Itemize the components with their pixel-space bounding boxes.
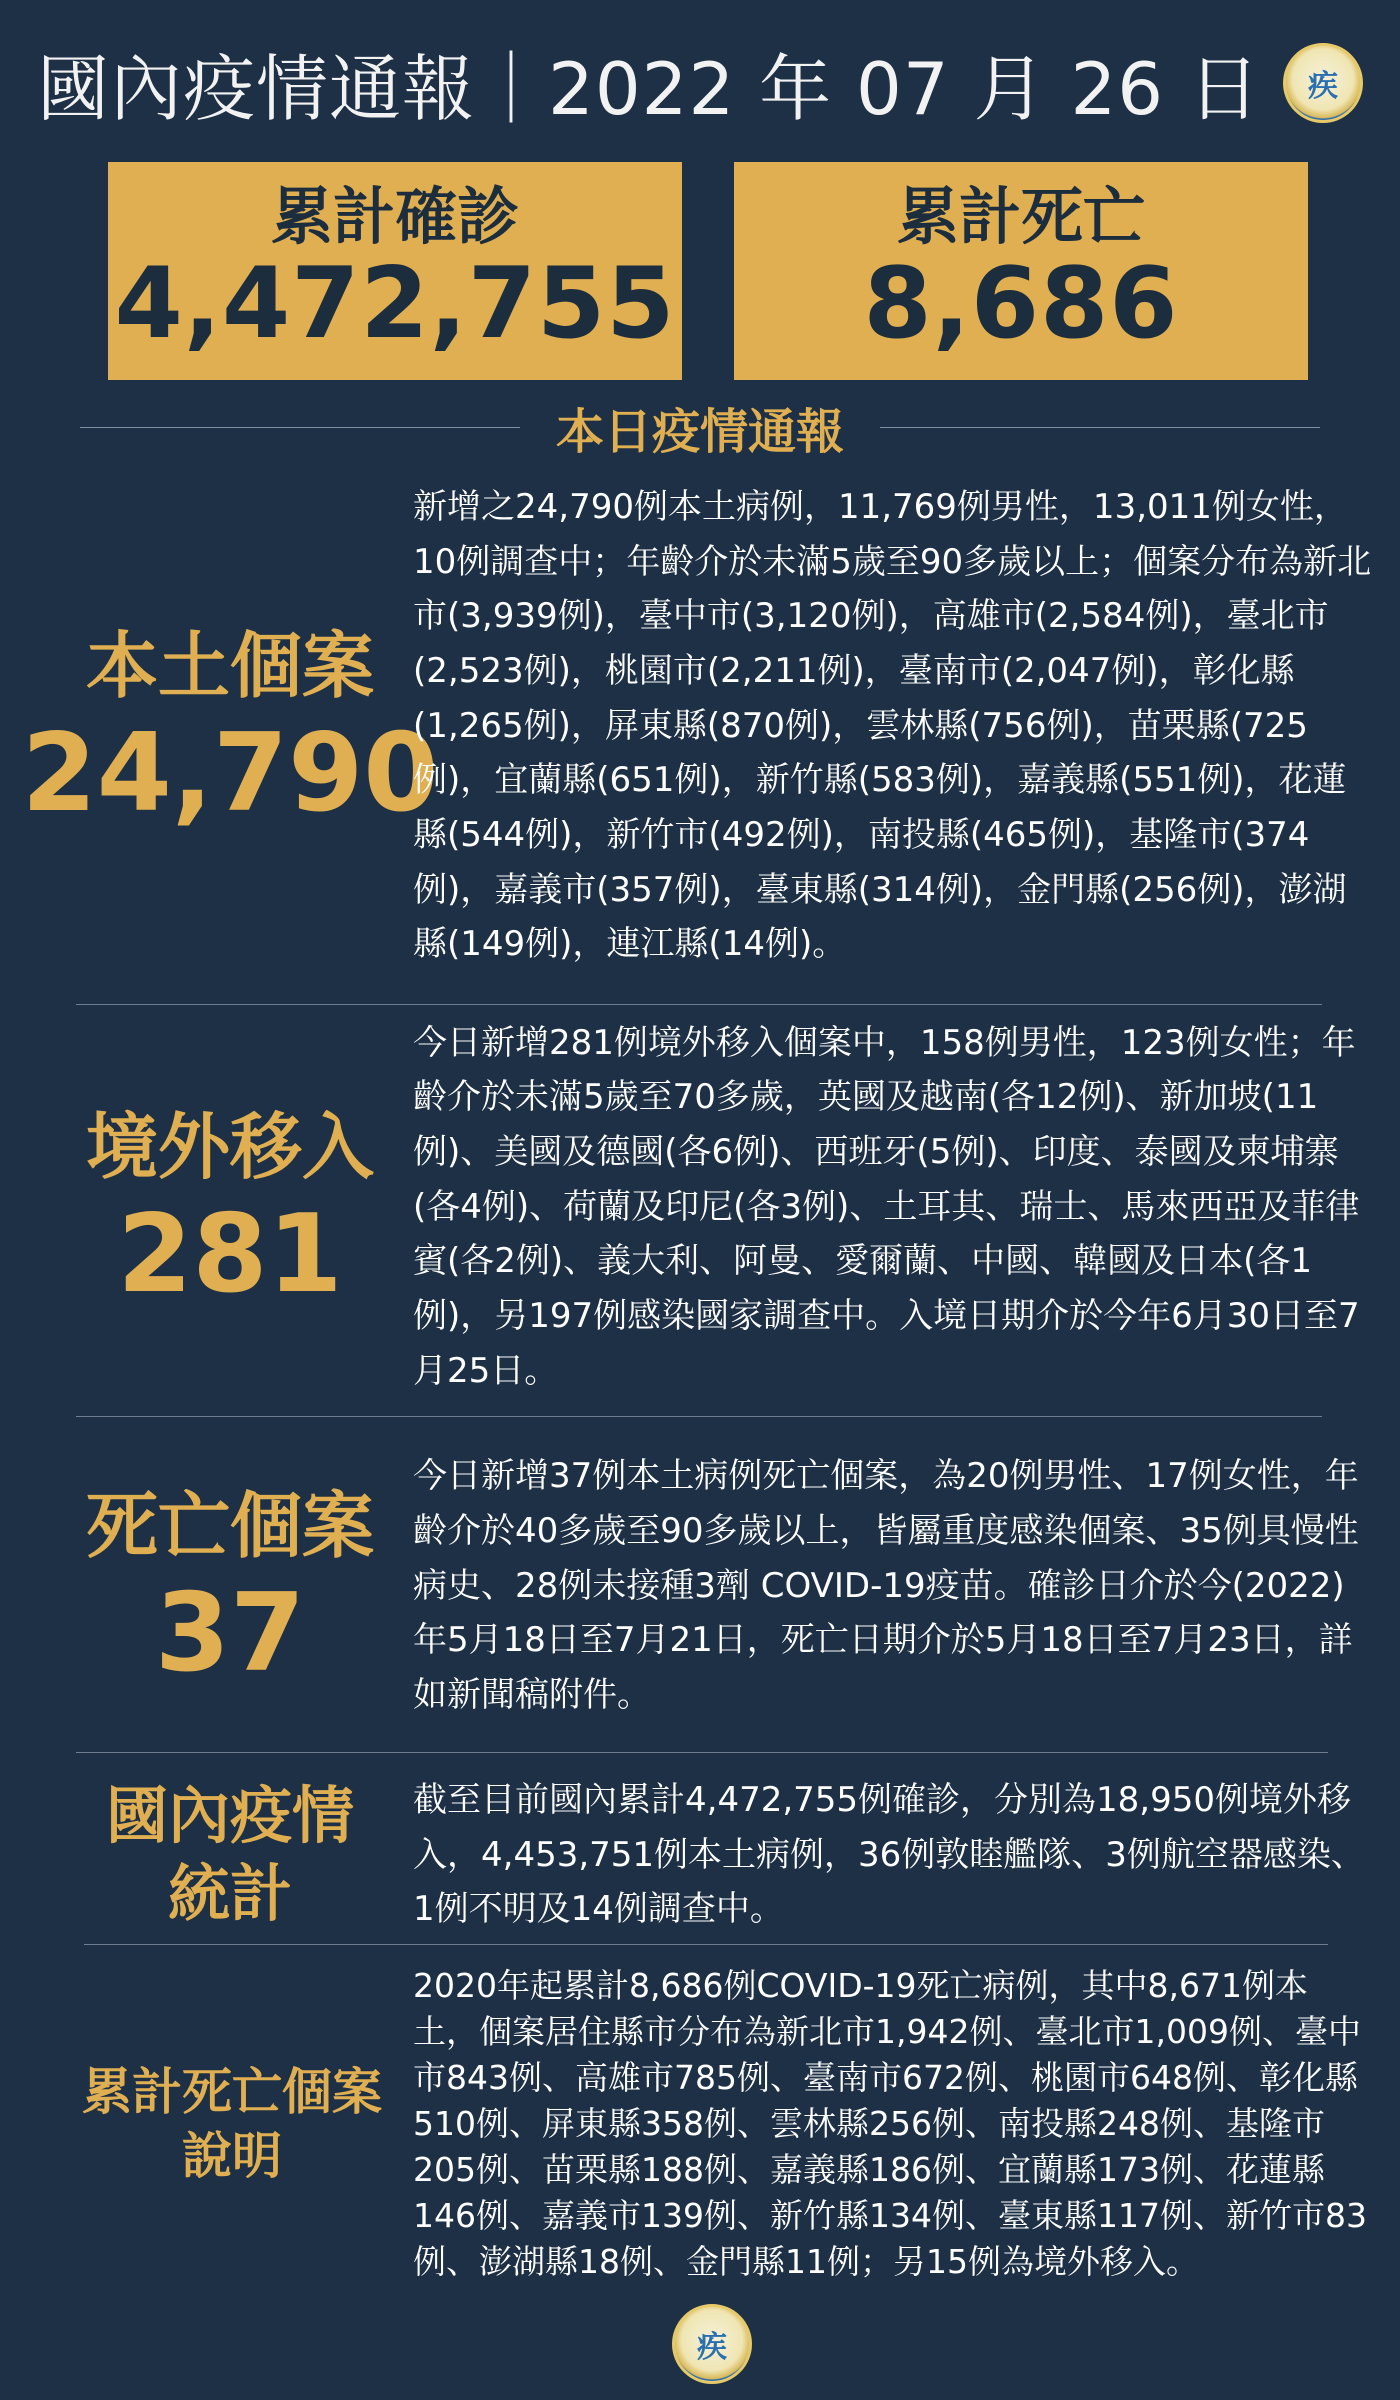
- imported-cases-number: 281: [117, 1192, 343, 1317]
- death-cases-label: 死亡個案: [85, 1484, 374, 1568]
- total-confirmed-value: 4,472,755: [114, 247, 676, 362]
- domestic-stats-label-block: [55, 1768, 405, 1942]
- logo-glyph: 疾: [1307, 69, 1338, 104]
- local-cases-number: 24,790: [21, 711, 439, 836]
- local-cases-label-block: [21, 472, 439, 980]
- today-report-label: 本日疫情通報: [556, 403, 845, 460]
- death-cases-text: 今日新增37例本土病例死亡個案，為20例男性、17例女性，年齡介於40多歲至90多歲以上，皆屬重度感染個案、35例具慢性病史、28例未接種3劑 COVID-19疫苗。確診日介於今(2022)年5月18日至7月21日，死亡日期介於5月18日至7月23日，詳如新聞稿附件。: [413, 1456, 1359, 1716]
- local-cases-detail: [413, 472, 1373, 980]
- total-confirmed-label: 累計確診: [270, 180, 519, 253]
- death-cases-label-block: [55, 1432, 405, 1740]
- imported-cases-label-block: [55, 1020, 405, 1394]
- death-notes-label-line1: 累計死亡個案: [82, 2063, 382, 2121]
- divider: [76, 1416, 1322, 1417]
- today-report-heading: [80, 392, 1320, 462]
- divider: [84, 1944, 1328, 1945]
- domestic-stats-text: 截至目前國內累計4,472,755例確診，分別為18,950例境外移入，4,453,751例本土病例，36例敦睦艦隊、3例航空器感染、1例不明及14例調查中。: [413, 1779, 1365, 1930]
- local-cases-text: 新增之24,790例本土病例，11,769例男性，13,011例女性，10例調查中；年齡介於未滿5歲至90多歲以上；個案分布為新北市(3,939例)，臺中市(3,120例)，高雄市(2,584例)，臺北市(2,523例)，桃園市(2,211例)，臺南市(2,047例)，彰化縣(1,265例)，屏東縣(870例)，雲林縣(756例)，苗栗縣(725例)，宜蘭縣(651例)，新竹縣(583例)，嘉義縣(551例)，花蓮縣(544例)，新竹市(492例)，南投縣(465例)，基隆市(374例)，嘉義市(357例)，臺東縣(314例)，金門縣(256例)，澎湖縣(149例)，連江縣(14例)。: [413, 486, 1372, 965]
- totals-panel: [108, 162, 1308, 380]
- domestic-stats-label-line1: 國內疫情: [105, 1779, 354, 1852]
- section-cumulative-death-notes: [0, 1956, 1400, 2292]
- death-notes-label-line2: 說明: [182, 2127, 282, 2185]
- total-confirmed-card: [108, 162, 682, 380]
- domestic-stats-detail: [413, 1768, 1373, 1942]
- section-domestic-stats: [0, 1768, 1400, 1942]
- total-deaths-value: 8,686: [863, 247, 1179, 362]
- death-notes-detail: [413, 1956, 1373, 2292]
- divider: [76, 1752, 1328, 1753]
- total-deaths-card: [734, 162, 1308, 380]
- imported-cases-detail: [413, 1020, 1373, 1394]
- cdc-logo-icon: [1283, 43, 1363, 123]
- header: [0, 18, 1400, 148]
- death-cases-number: 37: [154, 1571, 306, 1696]
- heading-rule-left: [80, 427, 520, 428]
- local-cases-label: 本土個案: [85, 624, 374, 708]
- heading-rule-right: [880, 427, 1320, 428]
- imported-cases-label: 境外移入: [85, 1105, 374, 1189]
- death-notes-label-block: [62, 1956, 402, 2292]
- imported-cases-text: 今日新增281例境外移入個案中，158例男性，123例女性；年齡介於未滿5歲至70多歲，英國及越南(各12例)、新加坡(11例)、美國及德國(各6例)、西班牙(5例)、印度、泰國及柬埔寨(各4例)、荷蘭及印尼(各3例)、土耳其、瑞士、馬來西亞及菲律賓(各2例)、義大利、阿曼、愛爾蘭、中國、韓國及日本(各1例)，另197例感染國家調查中。入境日期介於今年6月30日至7月25日。: [413, 1022, 1360, 1391]
- domestic-stats-label-line2: 統計: [167, 1857, 292, 1930]
- divider: [76, 1004, 1322, 1005]
- logo-glyph: 疾: [697, 2330, 727, 2365]
- section-local-cases: [0, 472, 1400, 980]
- cdc-logo-icon: [672, 2304, 752, 2384]
- section-death-cases: [0, 1432, 1400, 1740]
- section-imported-cases: [0, 1020, 1400, 1394]
- page-title: 國內疫情通報｜2022 年 07 月 26 日: [37, 47, 1261, 131]
- death-notes-text: 2020年起累計8,686例COVID-19死亡病例，其中8,671例本土，個案居住縣市分布為新北市1,942例、臺北市1,009例、臺中市843例、高雄市785例、臺南市672例、桃園市648例、彰化縣510例、屏東縣358例、雲林縣256例、南投縣248例、基隆市205例、苗栗縣188例、嘉義縣186例、宜蘭縣173例、花蓮縣146例、嘉義市139例、新竹縣134例、臺東縣117例、新竹市83例、澎湖縣18例、金門縣11例；另15例為境外移入。: [413, 1966, 1367, 2281]
- total-deaths-label: 累計死亡: [896, 180, 1145, 253]
- death-cases-detail: [413, 1432, 1373, 1740]
